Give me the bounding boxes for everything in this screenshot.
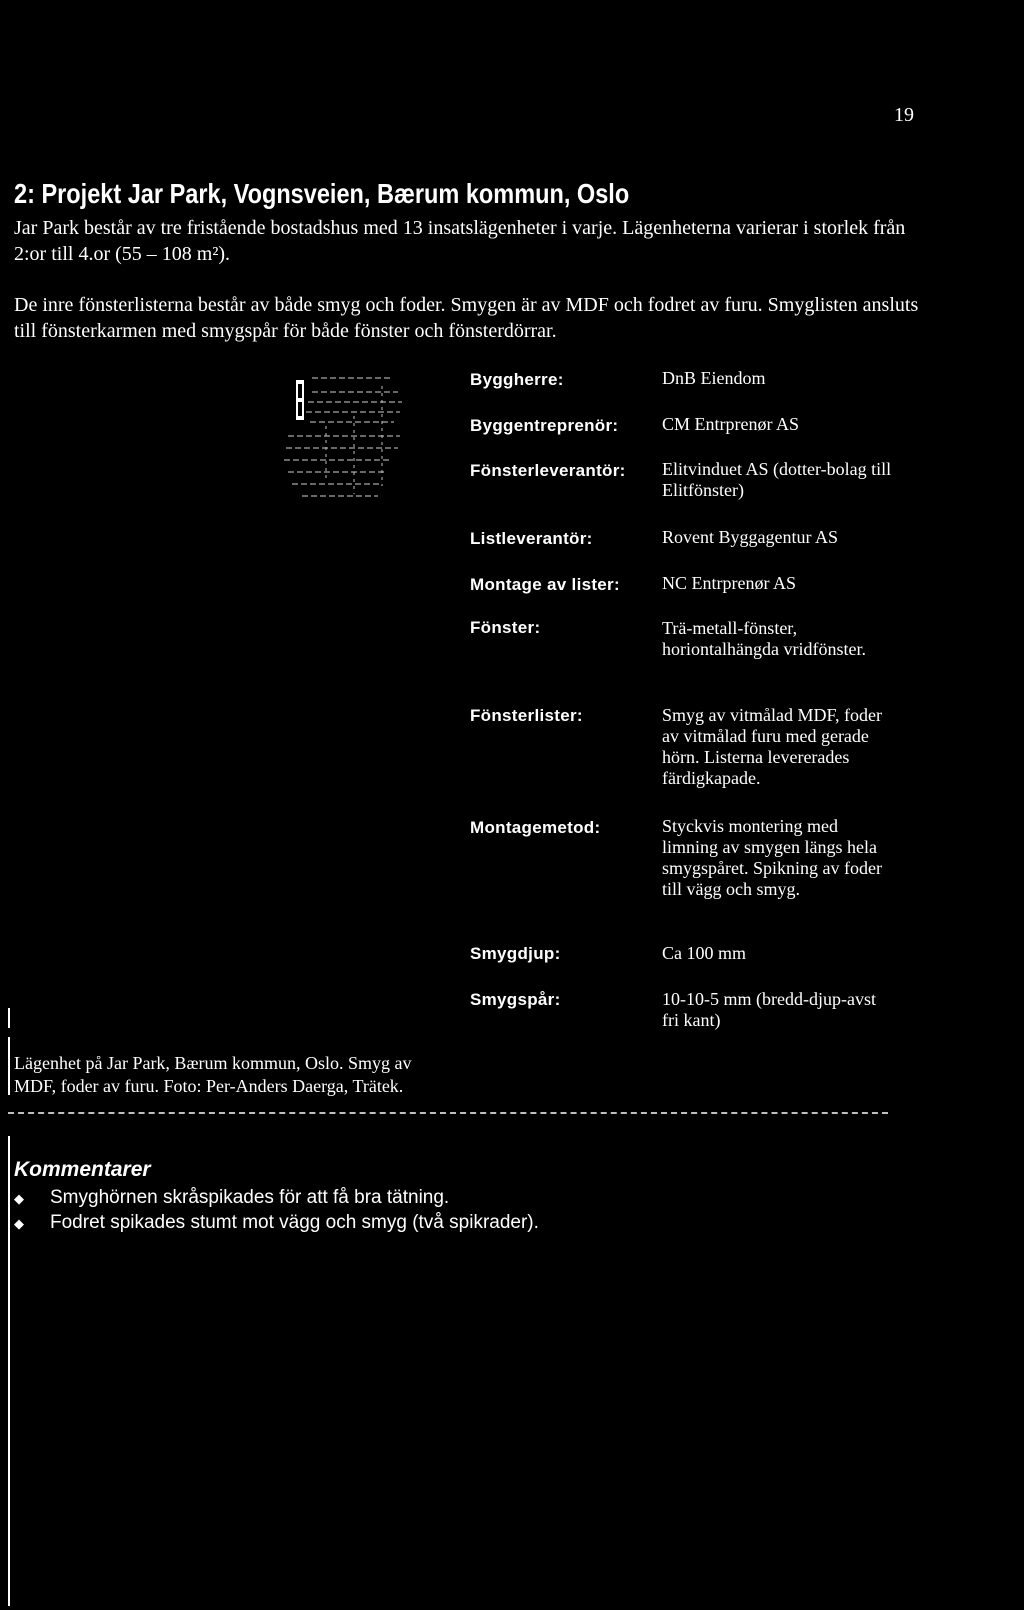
intro-paragraph: Jar Park består av tre fristående bostadshus med 13 insatslägenheter i varje. Lägenheterna varierar i storlek från 2:or till 4.or (55 – 108 m²). (14, 217, 906, 265)
comments-list (14, 1186, 539, 1236)
fact-label-fonsterleverantor: Fönsterleverantör: (470, 461, 626, 480)
section-divider (8, 1112, 888, 1114)
list-item (14, 1211, 539, 1236)
diamond-bullet-icon: ◆ (14, 1216, 24, 1231)
comments-heading: Kommentarer (14, 1158, 151, 1181)
fact-label-byggherre: Byggherre: (470, 370, 564, 389)
fact-value-fonsterleverantor: Elitvinduet AS (dotter-bolag till Elitfönster) (662, 459, 892, 500)
fact-label-montagemetod: Montagemetod: (470, 818, 601, 837)
fact-value-fonsterlister: Smyg av vitmålad MDF, foder av vitmålad furu med gerade hörn. Listerna levererades färdigkapade. (662, 705, 883, 788)
fact-value-listleverantor: Rovent Byggagentur AS (662, 527, 838, 547)
fact-value-smygspar: 10-10-5 mm (bredd-djup-avst fri kant) (662, 989, 876, 1030)
fact-label-montage-av-lister: Montage av lister: (470, 575, 620, 594)
section-title: 2: Projekt Jar Park, Vognsveien, Bærum kommun, Oslo (14, 178, 630, 209)
list-item (14, 1186, 539, 1211)
fact-label-smygdjup: Smygdjup: (470, 944, 561, 963)
fact-value-montage-av-lister: NC Entrprenør AS (662, 573, 796, 593)
apartment-photo (282, 366, 410, 512)
window-description-paragraph: De inre fönsterlisterna består av både smyg och foder. Smygen är av MDF och fodret av furu. Smyglisten ansluts till fönsterkarmen med smygspår för både fönster och fönsterdörrar. (14, 294, 919, 342)
fact-label-byggentreprenor: Byggentreprenör: (470, 416, 619, 435)
comment-text: Fodret spikades stumt mot vägg och smyg (två spikrader). (50, 1212, 539, 1233)
caption-rule (8, 1037, 10, 1095)
fact-label-fonster: Fönster: (470, 618, 541, 637)
fact-value-montagemetod: Styckvis montering med limning av smygen längs hela smygspåret. Spikning av foder till vägg och smyg. (662, 816, 882, 899)
photo-caption: Lägenhet på Jar Park, Bærum kommun, Oslo. Smyg av MDF, foder av furu. Foto: Per-Anders Daerga, Trätek. (14, 1053, 412, 1096)
page-number: 19 (894, 104, 914, 126)
fact-value-smygdjup: Ca 100 mm (662, 943, 746, 963)
fact-value-byggherre: DnB Eiendom (662, 368, 766, 388)
fact-value-byggentreprenor: CM Entrprenør AS (662, 414, 799, 434)
fact-label-smygspar: Smygspår: (470, 990, 561, 1009)
margin-mark (8, 1008, 10, 1028)
fact-label-listleverantor: Listleverantör: (470, 529, 593, 548)
fact-value-fonster: Trä-metall-fönster, horiontalhängda vridfönster. (662, 618, 866, 659)
comment-text: Smyghörnen skråspikades för att få bra tätning. (50, 1187, 450, 1208)
diamond-bullet-icon: ◆ (14, 1191, 24, 1206)
left-margin-rule (8, 1136, 10, 1606)
fact-label-fonsterlister: Fönsterlister: (470, 706, 583, 725)
